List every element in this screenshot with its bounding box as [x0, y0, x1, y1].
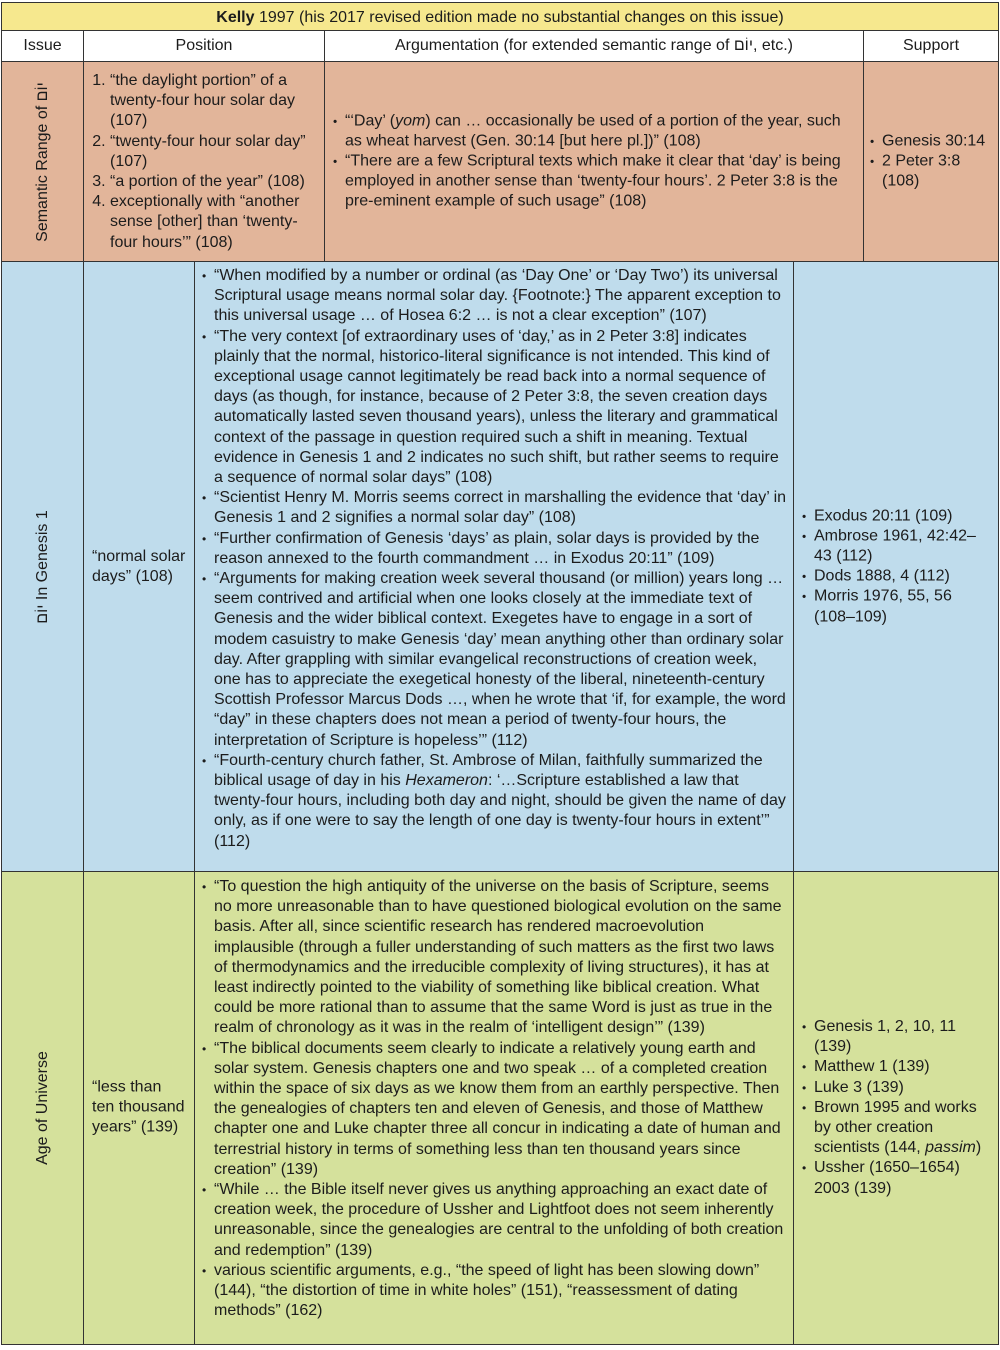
list-item: 1. “the daylight portion” of a twenty-four hour solar day (107) — [110, 71, 318, 132]
support-item: • Brown 1995 and works by other creation scientists (144, passim) — [796, 1098, 988, 1159]
argument-list — [325, 111, 863, 212]
position-text: “normal solar days” (108) — [92, 547, 186, 585]
position-list — [84, 62, 324, 253]
argumentation-cell — [195, 262, 794, 871]
argument-item: • “Further confirmation of Genesis ‘days’ as plain, solar days is provided by the reason annexed to the fourth commandment … in Exodus 20:11” (109) — [196, 529, 787, 569]
position-cell — [84, 872, 195, 1344]
argument-item: • “‘Day’ (yom) can … occasionally be used of a portion of the year, such as wheat harvest (Gen. 30:14 [but here pl.])” (108) — [327, 111, 851, 151]
argumentation-cell — [325, 62, 864, 261]
argument-item: • “To question the high antiquity of the universe on the basis of Scripture, seems no more unreasonable than to have questioned biological evolution on the same basis. After all, since scientific research has rendered macroevolution implausible (through a fuller understanding of such matters as the first two laws of thermodynamics and the irreducible complexity of living structures), it has at least indirectly pointed to the viability of something like biblical creation. What could be more rational than to assume that the same Word is just as true in the realm of chronology as it was in the realm of ‘intelligent design’” (139) — [196, 877, 787, 1039]
issue-cell — [2, 872, 84, 1344]
argument-list — [195, 872, 793, 1321]
support-item: • Ambrose 1961, 42:42–43 (112) — [796, 526, 984, 566]
issue-label: יוֹם In Genesis 1 — [33, 509, 51, 624]
position-text: “less than ten thousand years” (139) — [92, 1078, 185, 1137]
argument-item: • various scientific arguments, e.g., “the speed of light has been slowing down” (144), “the distortion of time in white holes” (151), “reassessment of dating methods” (162) — [196, 1261, 787, 1322]
support-cell — [794, 262, 998, 871]
argument-item: • “There are a few Scriptural texts which make it clear that ‘day’ is being employed in another sense than ‘twenty-four hours’. 2 Peter 3:8 is the pre-eminent example of such usage” (108) — [327, 151, 851, 212]
support-item: • Dods 1888, 4 (112) — [796, 567, 984, 587]
support-item: • Genesis 30:14 — [864, 131, 994, 151]
argument-item: • “The very context [of extraordinary uses of ‘day,’ as in 2 Peter 3:8] indicates plainly that the normal, historico-literal significance is not intended. This kind of exceptional usage cannot legitimately be read back into a normal sequence of days (as though, for instance, because of 2 Peter 3:8, the seven creation days automatically lasted seven thousand years), unless the literary and grammatical context of the passage in question required such a shift in meaning. Textual evidence in Genesis 1 and 2 indicates no such shift, but rather seems to require a sequence of normal solar days” (108) — [196, 327, 787, 489]
title-text: 1997 (his 2017 revised edition made no substantial changes on this issue) — [254, 9, 784, 26]
section-genesis-1 — [1, 262, 999, 872]
section-age-of-universe — [1, 872, 999, 1345]
support-item: • 2 Peter 3:8 (108) — [864, 151, 994, 191]
support-item: • Morris 1976, 55, 56 (108–109) — [796, 587, 984, 627]
issue-label: Age of Universe — [33, 1051, 51, 1165]
support-list — [794, 506, 998, 627]
comparison-table — [1, 2, 999, 1345]
argument-item: • “Arguments for making creation week several thousand (or million) years long … seem contrived and artificial when one looks closely at the immediate text of Genesis and the wider biblical context. Exegetes have to engage in a sort of modem casuistry to make Genesis ‘day’ mean anything other than ordinary solar day. After grappling with similar evangelical reconstructions of creation week, one has to appreciate the exegetical honesty of the liberal, nineteenth-century Scottish Professor Marcus Dods …, when he wrote that ‘if, for example, the word “day” in these chapters does not mean a period of twenty-four hours, the interpretation of Scripture is hopeless’” (112) — [196, 569, 787, 751]
support-item: • Exodus 20:11 (109) — [796, 506, 984, 526]
argument-item: • “The biblical documents seem clearly to indicate a relatively young earth and solar system. Genesis chapters one and two speak … of a completed creation within the space of six days as we know them from an earthly perspective. Then the genealogies of chapters ten and eleven of Genesis, and those of Matthew chapter one and Luke chapter three all concur in indicating a date of human and terrestrial history in terms of something less than ten thousand years since creation” (139) — [196, 1039, 787, 1180]
author-name: Kelly — [216, 9, 255, 26]
list-item: 2. “twenty-four hour solar day” (107) — [110, 132, 318, 172]
list-item: 4. exceptionally with “another sense [other] than ‘twenty-four hours’” (108) — [110, 192, 318, 253]
argument-item: • “When modified by a number or ordinal (as ‘Day One’ or ‘Day Two’) its universal Scriptural usage means normal solar day. {Footnote:} The apparent exception to this universal usage … of Hosea 6:2 … is not a clear exception” (107) — [196, 266, 787, 327]
section-semantic-range — [1, 62, 999, 262]
support-item: • Genesis 1, 2, 10, 11 (139) — [796, 1017, 988, 1057]
column-headers — [1, 31, 999, 62]
list-item: 3. “a portion of the year” (108) — [110, 172, 318, 192]
header-support: Support — [902, 37, 960, 54]
support-item: • Ussher (1650–1654) 2003 (139) — [796, 1159, 988, 1199]
support-list — [794, 1017, 998, 1199]
position-cell — [84, 62, 325, 261]
support-item: • Luke 3 (139) — [796, 1078, 988, 1098]
support-item: • Matthew 1 (139) — [796, 1057, 988, 1077]
argument-item: • “Fourth-century church father, St. Ambrose of Milan, faithfully summarized the biblical usage of day in his Hexameron: ‘…Scripture established a law that twenty-four hours, including both day and night, should be given the name of day only, as if one were to say the length of one day is twenty-four hours in extent’” (112) — [196, 751, 787, 852]
argument-item: • “Scientist Henry M. Morris seems correct in marshalling the evidence that ‘day’ in Genesis 1 and 2 signifies a normal solar day” (108) — [196, 488, 787, 528]
header-position: Position — [84, 31, 325, 61]
issue-label: Semantic Range of יוֹם — [33, 81, 51, 242]
support-cell — [794, 872, 998, 1344]
support-list — [864, 131, 998, 192]
issue-cell — [2, 62, 84, 261]
argumentation-cell — [195, 872, 794, 1344]
position-cell — [84, 262, 195, 871]
argument-item: • “While … the Bible itself never gives us anything approaching an exact date of creation week, the procedure of Ussher and Lightfoot does not seem inherently unreasonable, since the genealogies are central to the unfolding of both creation and redemption” (139) — [196, 1180, 787, 1261]
argument-list — [195, 262, 793, 852]
header-argumentation: Argumentation (for extended semantic range of יוֹם, etc.) — [325, 31, 864, 61]
support-cell — [864, 62, 998, 261]
header-issue: Issue — [2, 31, 84, 61]
issue-cell — [2, 262, 84, 871]
table-title — [1, 2, 999, 31]
